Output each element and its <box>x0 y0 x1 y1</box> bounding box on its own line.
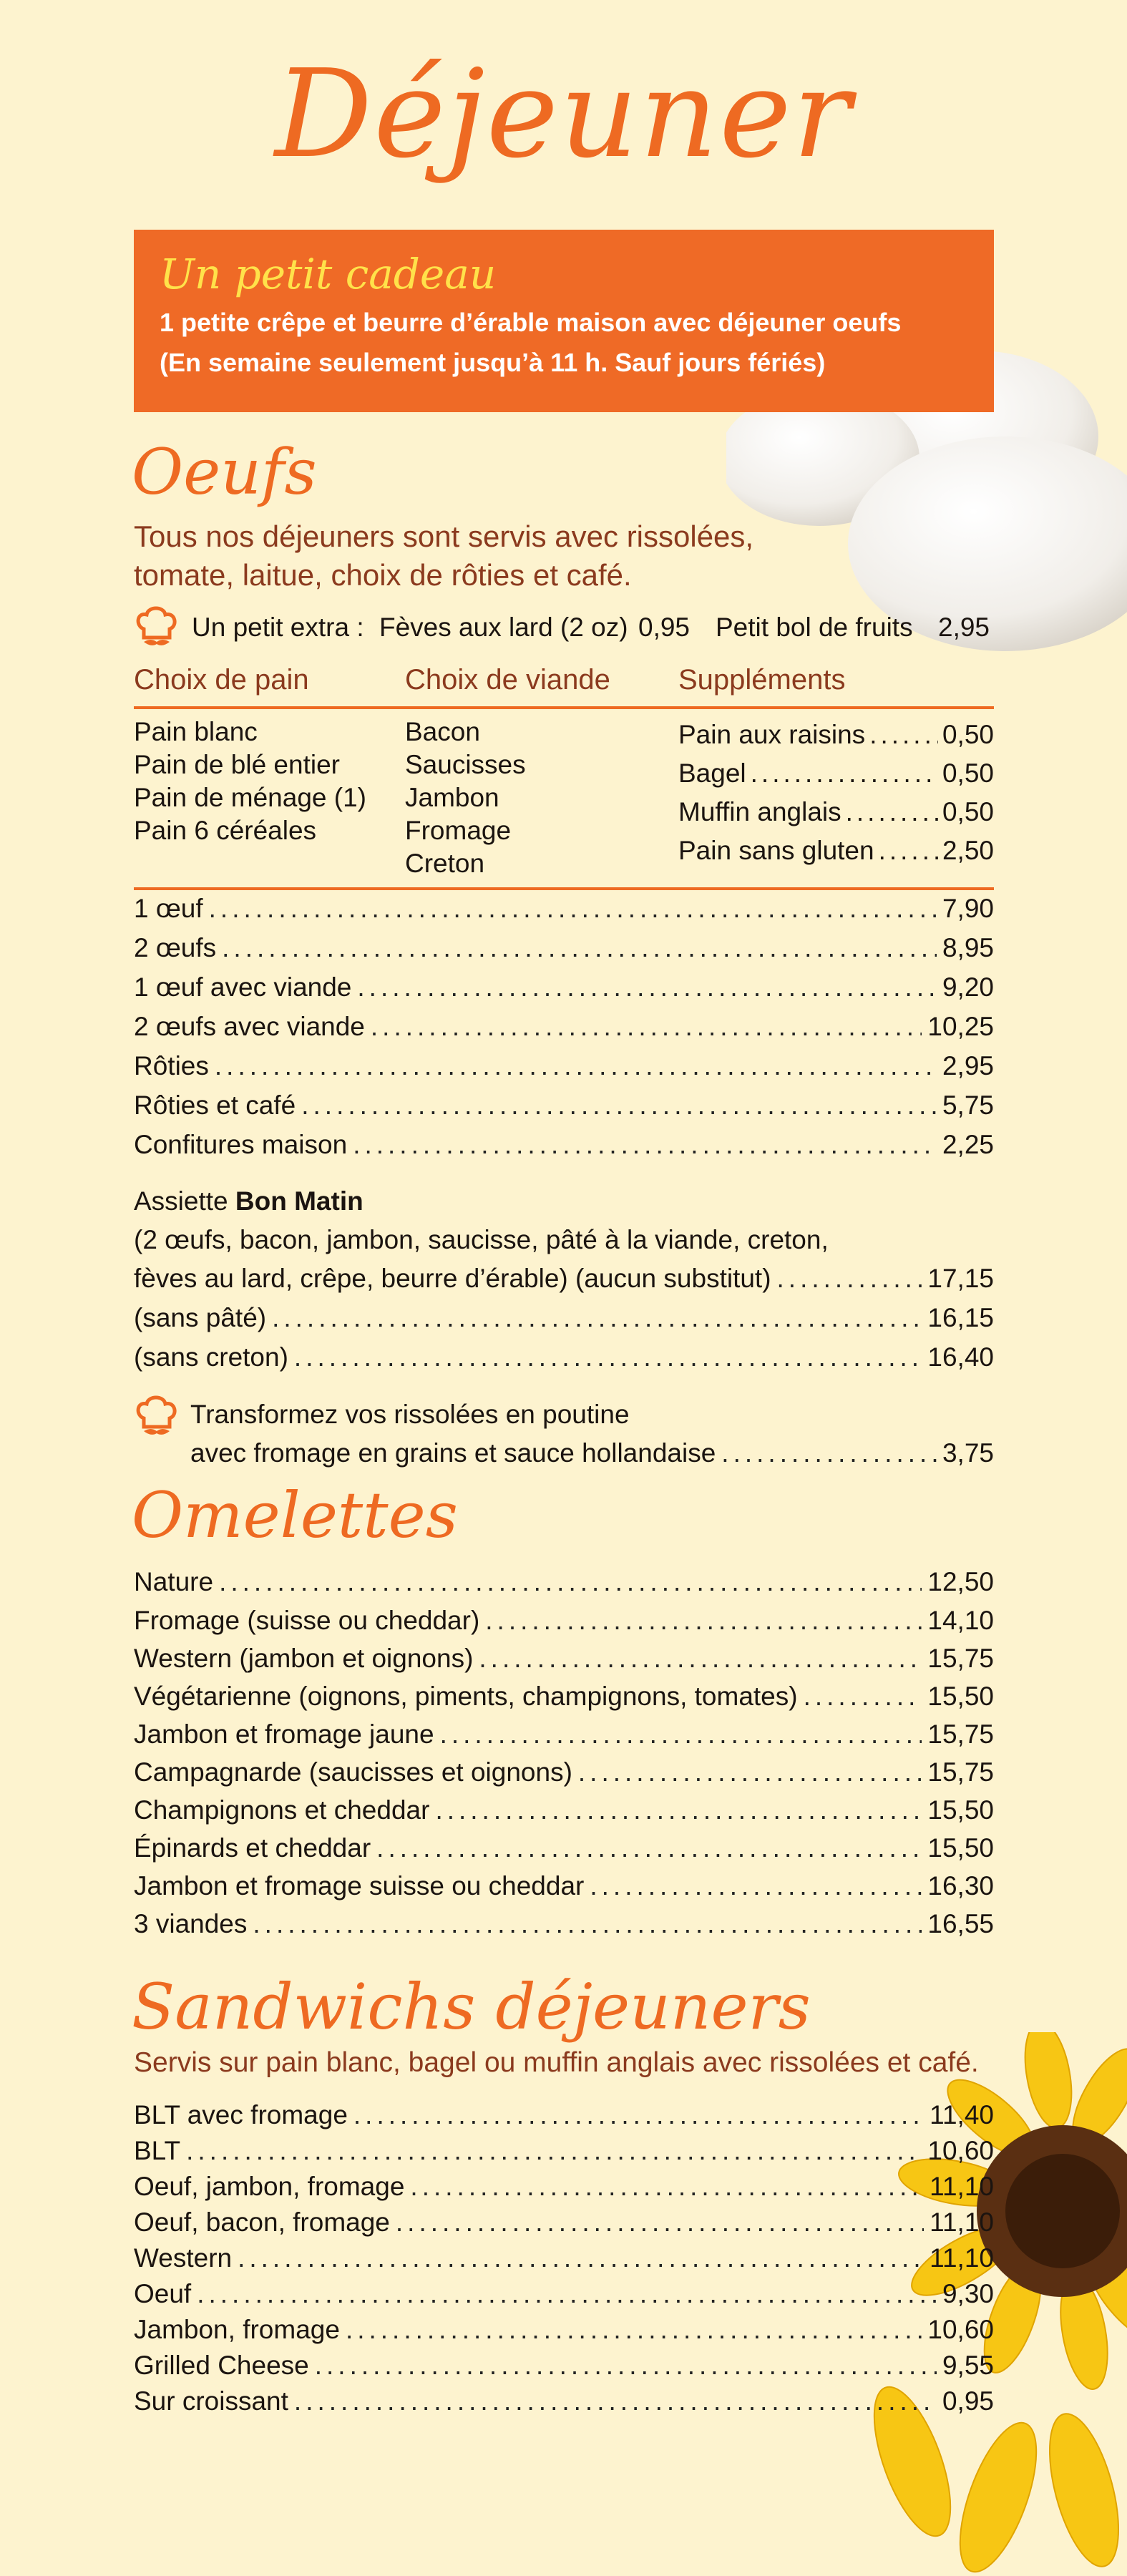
promo-line-1: 1 petite crêpe et beurre d’érable maison avec déjeuner oeufs <box>160 308 902 337</box>
promo-line-2: (En semaine seulement jusqu’à 11 h. Sauf jours fériés) <box>160 348 826 377</box>
assiette-variant: (sans creton) ..... 16,40 <box>134 1338 994 1377</box>
menu-item: Rôties et café ..... 5,75 <box>134 1086 994 1125</box>
menu-item: Jambon et fromage jaune ..... 15,75 <box>134 1715 994 1754</box>
pain-list <box>134 716 366 847</box>
supplement-price: 0,50 <box>942 797 994 826</box>
poutine-line-1: Transformez vos rissolées en poutine <box>190 1400 630 1429</box>
menu-item: Rôties ..... 2,95 <box>134 1047 994 1085</box>
menu-item: Épinards et cheddar ..... 15,50 <box>134 1829 994 1868</box>
menu-item: Western (jambon et oignons) ..... 15,75 <box>134 1639 994 1678</box>
menu-item: Sur croissant ..... 0,95 <box>134 2382 994 2421</box>
supplement-name: Bagel <box>678 758 746 788</box>
promo-title: Un petit cadeau <box>160 250 497 298</box>
menu-item: 2 œufs ..... 8,95 <box>134 929 994 967</box>
oeufs-title: Oeufs <box>132 435 317 509</box>
supplement-name: Muffin anglais <box>678 797 841 826</box>
menu-item: Oeuf ..... 9,30 <box>134 2275 994 2313</box>
pain-item: Pain de blé entier <box>134 750 340 779</box>
supplement-row <box>678 793 994 831</box>
viande-header: Choix de viande <box>405 664 610 696</box>
menu-item: BLT ..... 10,60 <box>134 2132 994 2170</box>
supplement-row <box>678 754 994 793</box>
supplement-name: Pain aux raisins <box>678 720 866 749</box>
assiette-desc-1: (2 œufs, bacon, jambon, saucisse, pâté à la viande, creton, <box>134 1225 829 1254</box>
menu-item: Champignons et cheddar ..... 15,50 <box>134 1791 994 1830</box>
page-title: Déjeuner <box>274 44 853 185</box>
extra-label: Un petit extra : <box>192 613 364 642</box>
assiette-row: fèves au lard, crêpe, beurre d’érable) (aucun substitut) ..... 17,15 <box>134 1259 994 1298</box>
oeufs-desc-2: tomate, laitue, choix de rôties et café. <box>134 558 632 592</box>
supplements-list <box>678 716 994 870</box>
viande-item: Jambon <box>405 783 499 812</box>
viande-item: Fromage <box>405 816 512 845</box>
pain-item: Pain de ménage (1) <box>134 783 366 812</box>
chef-hat-icon <box>134 605 180 649</box>
menu-item: Végétarienne (oignons, piments, champignons, tomates) ..... 15,50 <box>134 1677 994 1716</box>
supp-header: Suppléments <box>678 664 846 696</box>
omelettes-title: Omelettes <box>132 1478 458 1552</box>
oeufs-desc-1: Tous nos déjeuners sont servis avec rissolées, <box>134 519 754 553</box>
assiette-variant: (sans pâté) ..... 16,15 <box>134 1299 994 1337</box>
pain-item: Pain blanc <box>134 717 258 746</box>
pain-header: Choix de pain <box>134 664 309 696</box>
menu-item: Western ..... 11,10 <box>134 2239 994 2278</box>
viande-list <box>405 716 526 880</box>
pain-item: Pain 6 céréales <box>134 816 317 845</box>
extra-2-price: 2,95 <box>938 613 990 642</box>
extra-2-name: Petit bol de fruits <box>716 613 913 642</box>
menu-item: Campagnarde (saucisses et oignons) ..... 15,75 <box>134 1753 994 1792</box>
assiette-heading: Assiette Bon Matin <box>134 1186 364 1216</box>
menu-item: 1 œuf avec viande ..... 9,20 <box>134 968 994 1007</box>
menu-item: Nature ..... 12,50 <box>134 1563 994 1601</box>
sandwichs-title: Sandwichs déjeuners <box>132 1970 811 2044</box>
menu-item: Oeuf, jambon, fromage ..... 11,10 <box>134 2167 994 2206</box>
menu-item: 3 viandes ..... 16,55 <box>134 1905 994 1943</box>
menu-item: Jambon, fromage ..... 10,60 <box>134 2311 994 2349</box>
menu-item: 2 œufs avec viande ..... 10,25 <box>134 1008 994 1046</box>
menu-item: Grilled Cheese ..... 9,55 <box>134 2346 994 2385</box>
menu-item: Confitures maison ..... 2,25 <box>134 1126 994 1164</box>
supplement-row <box>678 831 994 870</box>
supplement-row <box>678 716 994 754</box>
viande-item: Creton <box>405 849 485 878</box>
viande-item: Saucisses <box>405 750 526 779</box>
supplement-price: 0,50 <box>942 720 994 749</box>
menu-item: Fromage (suisse ou cheddar) ..... 14,10 <box>134 1601 994 1640</box>
supplement-name: Pain sans gluten <box>678 836 874 865</box>
menu-item: BLT avec fromage ..... 11,40 <box>134 2096 994 2135</box>
menu-item: Jambon et fromage suisse ou cheddar ..... 16,30 <box>134 1867 994 1906</box>
divider <box>134 706 994 709</box>
extra-1-price: 0,95 <box>638 613 691 642</box>
extra-1-name: Fèves aux lard (2 oz) <box>379 613 628 642</box>
chef-hat-icon <box>134 1394 180 1438</box>
poutine-row: avec fromage en grains et sauce hollandaise ..... 3,75 <box>190 1434 994 1473</box>
menu-item: Oeuf, bacon, fromage ..... 11,10 <box>134 2203 994 2242</box>
supplement-price: 2,50 <box>942 836 994 865</box>
supplement-price: 0,50 <box>942 758 994 788</box>
promo-banner <box>134 230 994 412</box>
sandwichs-desc: Servis sur pain blanc, bagel ou muffin anglais avec rissolées et café. <box>134 2047 979 2078</box>
viande-item: Bacon <box>405 717 480 746</box>
menu-item: 1 œuf ..... 7,90 <box>134 889 994 928</box>
